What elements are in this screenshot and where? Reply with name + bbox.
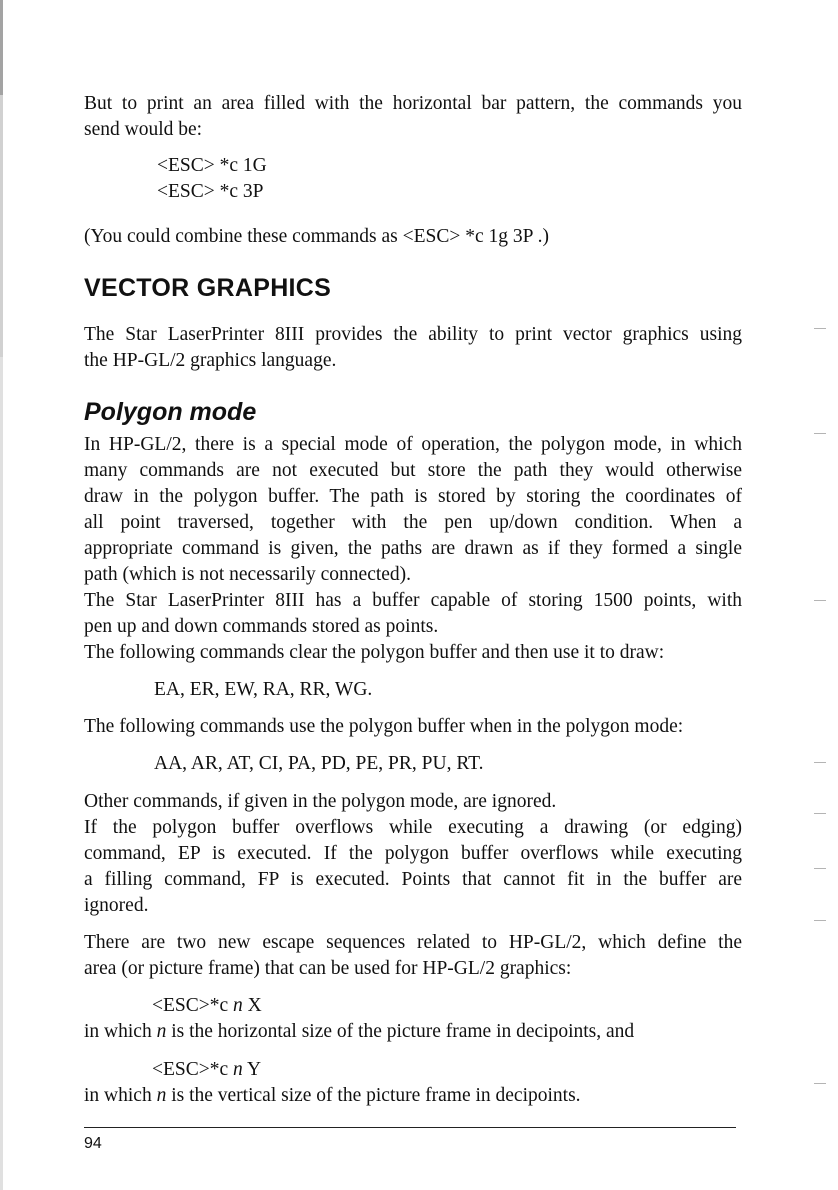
scan-binding-edge [0,0,3,1190]
scan-artifact [814,600,826,601]
explain-pre: in which [84,1021,157,1042]
use-commands: AA, AR, AT, CI, PA, PD, PE, PR, PU, RT. [154,753,484,774]
explain-post: is the horizontal size of the picture frame in decipoints, and [166,1021,635,1042]
overflow-line: If the polygon buffer overflows while executing a drawing (or edging) [84,817,742,838]
escape-sequence-y [152,1057,261,1083]
explain-variable: n [156,1085,167,1106]
use-intro: The following commands use the polygon buffer when in the polygon mode: [84,716,684,737]
scan-artifact [814,433,826,434]
command-1: <ESC> *c 1G [157,155,267,176]
polygon-p1-line: In HP-GL/2, there is a special mode of operation, the polygon mode, in which [84,434,742,455]
polygon-p2-line: The Star LaserPrinter 8III has a buffer capable of storing 1500 points, with [84,590,742,611]
section-heading-vector-graphics: VECTOR GRAPHICS [84,274,332,302]
overflow-line: a filling command, FP is executed. Points that cannot fit in the buffer are [84,869,742,890]
clear-intro: The following commands clear the polygon buffer and then use it to draw: [84,642,665,663]
polygon-p1-line: path (which is not necessarily connected). [84,564,412,585]
explain-y [84,1083,581,1109]
ignored-note: Other commands, if given in the polygon mode, are ignored. [84,791,557,812]
clear-commands: EA, ER, EW, RA, RR, WG. [154,679,373,700]
explain-pre: in which [84,1085,157,1106]
scan-artifact [814,762,826,763]
page-number: 94 [84,1135,102,1152]
explain-x [84,1019,634,1045]
scan-artifact [814,1083,826,1084]
explain-post: is the vertical size of the picture frame in decipoints. [166,1085,581,1106]
seq-suffix: Y [242,1059,262,1080]
polygon-p2-line: pen up and down commands stored as points. [84,616,439,637]
explain-variable: n [156,1021,167,1042]
escape-sequence-x [152,993,262,1019]
footer-rule [84,1127,736,1128]
vector-line-1: The Star LaserPrinter 8III provides the ability to print vector graphics using [84,324,742,345]
seq-prefix: <ESC>*c [152,1059,234,1080]
polygon-p1-line: appropriate command is given, the paths are drawn as if they formed a single [84,538,742,559]
seq-prefix: <ESC>*c [152,995,234,1016]
scan-artifact [814,328,826,329]
vector-line-2: the HP-GL/2 graphics language. [84,350,337,371]
escape-intro-line: area (or picture frame) that can be used for HP-GL/2 graphics: [84,958,572,979]
combine-note: (You could combine these commands as <ESC> *c 1g 3P .) [84,226,550,247]
polygon-p1-line: many commands are not executed but store the path they would otherwise [84,460,742,481]
command-2: <ESC> *c 3P [157,181,264,202]
scan-artifact [814,868,826,869]
overflow-line: ignored. [84,895,149,916]
seq-variable: n [233,995,243,1016]
intro-line-2: send would be: [84,119,203,140]
overflow-line: command, EP is executed. If the polygon buffer overflows while executing [84,843,742,864]
seq-variable: n [233,1059,243,1080]
escape-intro-line: There are two new escape sequences related to HP-GL/2, which define the [84,932,742,953]
seq-suffix: X [242,995,262,1016]
scan-artifact [814,813,826,814]
scan-artifact [814,920,826,921]
subsection-heading-polygon-mode: Polygon mode [84,398,257,426]
intro-line-1: But to print an area filled with the horizontal bar pattern, the commands you [84,93,742,114]
polygon-p1-line: draw in the polygon buffer. The path is stored by storing the coordinates of [84,486,742,507]
polygon-p1-line: all point traversed, together with the pen up/down condition. When a [84,512,742,533]
